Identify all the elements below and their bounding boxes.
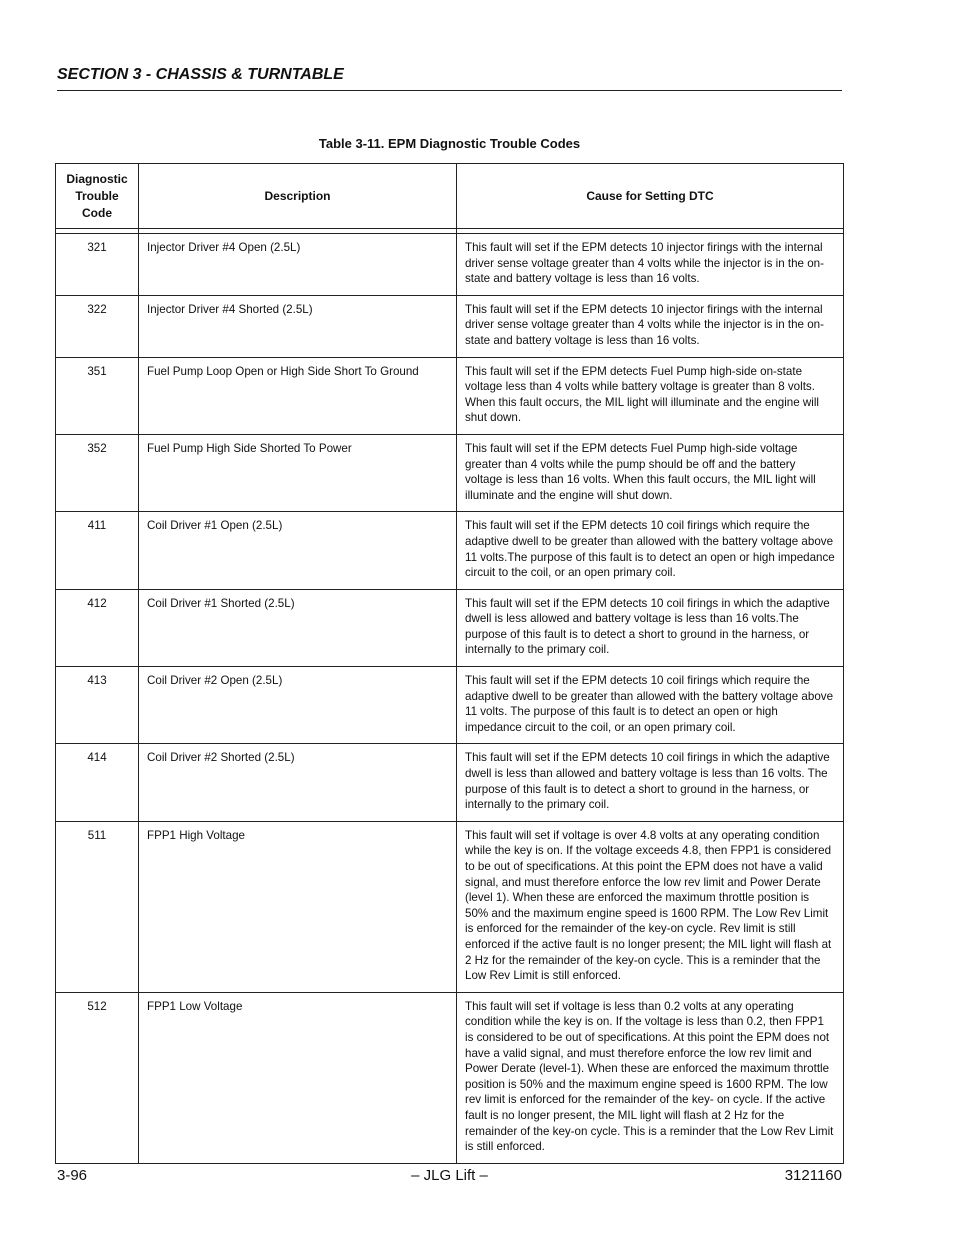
dtc-description: FPP1 Low Voltage: [139, 992, 457, 1163]
header-description: Description: [139, 164, 457, 229]
header-code: [56, 164, 139, 229]
header-code-line3: Code: [82, 205, 112, 220]
dtc-description: Fuel Pump High Side Shorted To Power: [139, 434, 457, 511]
header-code-line2: Trouble: [75, 188, 119, 203]
dtc-table: [55, 163, 844, 1164]
table-row: [56, 744, 844, 821]
section-header: [57, 64, 842, 91]
dtc-cause: This fault will set if the EPM detects 10 coil firings which require the adaptive dwell to be greater than allowed with the battery voltage above 11 volts.The purpose of this fault is to detect an open or high impedance circuit to the coil, or an open primary coil.: [457, 512, 844, 589]
header-code-line1: Diagnostic: [66, 171, 128, 186]
table-row: [56, 589, 844, 666]
table-row: [56, 667, 844, 744]
section-title: SECTION 3 - CHASSIS & TURNTABLE: [57, 66, 344, 83]
dtc-description: Coil Driver #1 Shorted (2.5L): [139, 589, 457, 666]
dtc-code: 352: [56, 434, 139, 511]
dtc-cause: This fault will set if the EPM detects Fuel Pump high-side on-state voltage less than 4 volts while battery voltage is greater than 8 volts. When this fault occurs, the MIL light will illuminate and the engine will shut down.: [457, 357, 844, 434]
dtc-cause: This fault will set if voltage is over 4.8 volts at any operating condition while the key is on. If the voltage exceeds 4.8, then FPP1 is considered to be out of specifications. At this point the EPM does not have a valid signal, and must therefore enforce the low rev limit and Power Derate (level 1). When these are enforced the maximum throttle position is 50% and the maximum engine speed is 1600 RPM. The Low Rev Limit is enforced for the remainder of the key-on cycle. Rev limit is still enforced if the active fault is no longer present; the MIL light will flash at 2 Hz for the remainder of the key-on cycle. This is a reminder that the Low Rev Limit is still enforced.: [457, 821, 844, 992]
table-row: [56, 512, 844, 589]
dtc-description: Injector Driver #4 Shorted (2.5L): [139, 295, 457, 357]
dtc-cause: This fault will set if the EPM detects 10 injector firings with the internal driver sense voltage greater than 4 volts while the injector is in the on-state and battery voltage is less than 16 volts.: [457, 295, 844, 357]
dtc-cause: This fault will set if the EPM detects Fuel Pump high-side voltage greater than 4 volts while the pump should be off and the battery voltage is less than 16 volts. When this fault occurs, the MIL light will illuminate and the engine will shut down.: [457, 434, 844, 511]
dtc-code: 411: [56, 512, 139, 589]
dtc-cause: This fault will set if the EPM detects 10 coil firings which require the adaptive dwell to be greater than allowed with the battery voltage above 11 volts. The purpose of this fault is to detect an open or high impedance circuit to the coil, or an open primary coil.: [457, 667, 844, 744]
dtc-code: 511: [56, 821, 139, 992]
header-cause: Cause for Setting DTC: [457, 164, 844, 229]
table-caption: Table 3-11. EPM Diagnostic Trouble Codes: [318, 136, 581, 151]
table-row: [56, 295, 844, 357]
dtc-description: Coil Driver #2 Open (2.5L): [139, 667, 457, 744]
dtc-cause: This fault will set if voltage is less than 0.2 volts at any operating condition while the key is on. If the voltage is less than 0.2, then FPP1 is considered to be out of specifications. At this point the EPM does not have a valid signal, and must therefore enforce the low rev limit and Power Derate (level-1). When these are enforced the maximum throttle position is 50% and the maximum engine speed is 1600 RPM. The low rev limit is enforced for the remainder of the key- on cycle. If the active fault is no longer present, the MIL light will flash at 2 Hz for the remainder of the key-on cycle. This is a reminder that the Low Rev Limit is still enforced.: [457, 992, 844, 1163]
table-row: [56, 234, 844, 296]
page-footer: [57, 1167, 842, 1187]
page-number: 3-96: [57, 1167, 88, 1184]
dtc-code: 414: [56, 744, 139, 821]
table-row: [56, 434, 844, 511]
dtc-code: 322: [56, 295, 139, 357]
dtc-description: Coil Driver #2 Shorted (2.5L): [139, 744, 457, 821]
dtc-code: 413: [56, 667, 139, 744]
footer-publisher: – JLG Lift –: [411, 1167, 488, 1184]
table-row: [56, 992, 844, 1163]
table-header-row: [56, 164, 844, 229]
dtc-cause: This fault will set if the EPM detects 10 coil firings in which the adaptive dwell is less allowed and battery voltage is less than 16 volts.The purpose of this fault is to detect a short to ground in the harness, or internally to the primary coil.: [457, 589, 844, 666]
table-row: [56, 357, 844, 434]
dtc-description: Fuel Pump Loop Open or High Side Short To Ground: [139, 357, 457, 434]
dtc-code: 321: [56, 234, 139, 296]
dtc-code: 351: [56, 357, 139, 434]
dtc-description: Coil Driver #1 Open (2.5L): [139, 512, 457, 589]
dtc-code: 412: [56, 589, 139, 666]
dtc-cause: This fault will set if the EPM detects 10 coil firings in which the adaptive dwell is less than allowed and battery voltage is less than 16 volts. The purpose of this fault is to detect a short to ground in the harness, or internally to the primary coil.: [457, 744, 844, 821]
dtc-cause: This fault will set if the EPM detects 10 injector firings with the internal driver sense voltage greater than 4 volts while the injector is in the on-state and battery voltage is less than 16 volts.: [457, 234, 844, 296]
table-row: [56, 821, 844, 992]
document-number: 3121160: [784, 1167, 842, 1184]
dtc-description: FPP1 High Voltage: [139, 821, 457, 992]
dtc-description: Injector Driver #4 Open (2.5L): [139, 234, 457, 296]
dtc-code: 512: [56, 992, 139, 1163]
